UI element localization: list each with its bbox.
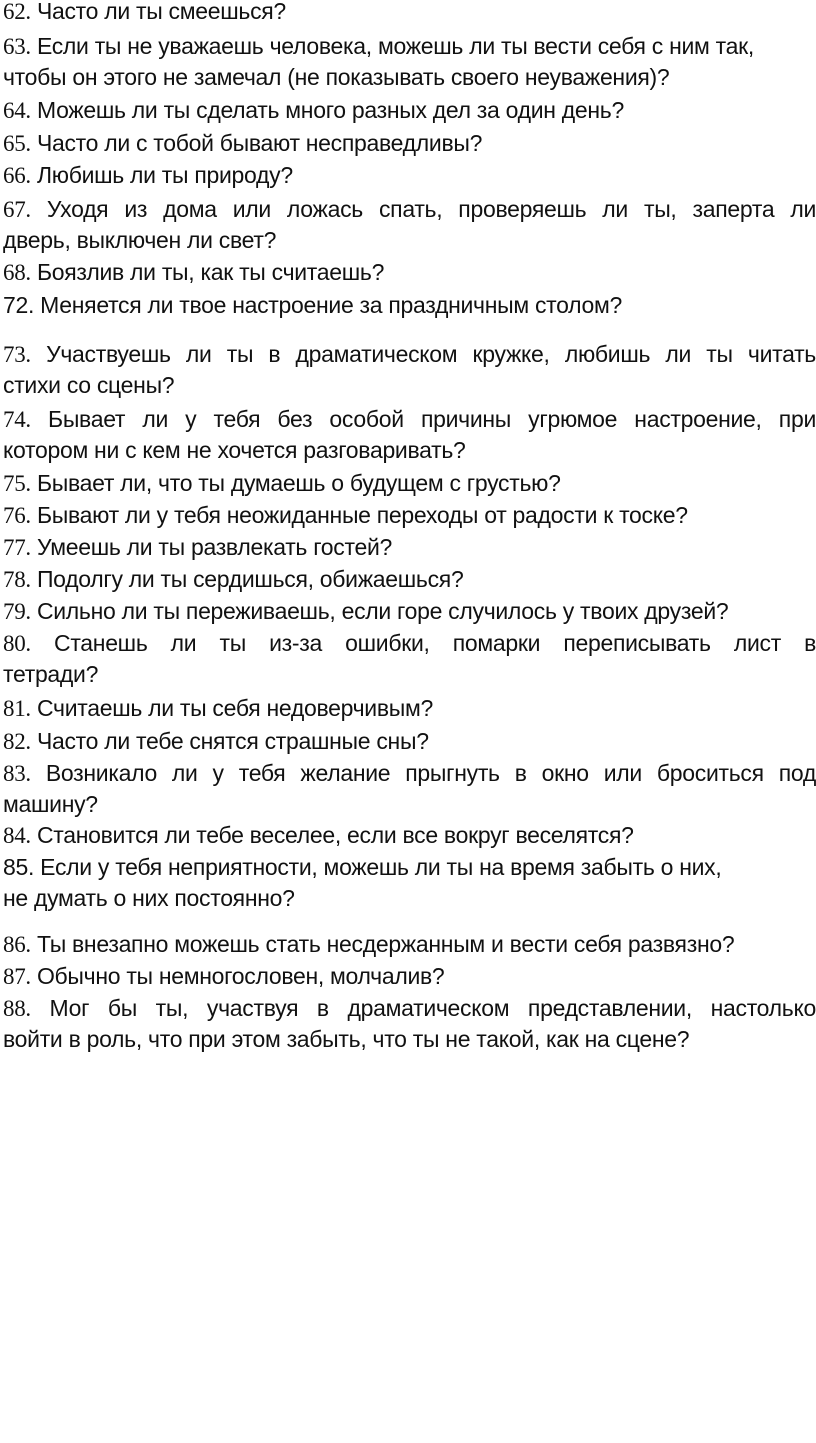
question-text: Меняется ли твое настроение за праздничным столом?	[40, 292, 623, 318]
question-text: Умеешь ли ты развлекать гостей?	[36, 534, 392, 560]
question-79	[3, 596, 816, 627]
question-text: Бывают ли у тебя неожиданные переходы от радости к тоске?	[36, 502, 688, 528]
question-text-cont: не думать о них постоянно?	[3, 885, 295, 911]
question-text-cont: машину?	[3, 791, 98, 817]
question-72	[3, 290, 816, 321]
question-67	[3, 194, 816, 256]
question-66	[3, 160, 816, 191]
question-83	[3, 758, 816, 820]
question-number: 85.	[3, 854, 35, 880]
question-number: 82.	[3, 729, 31, 754]
question-number: 67.	[3, 197, 31, 222]
question-text-cont: войти в роль, что при этом забыть, что ты не такой, как на сцене?	[3, 1026, 690, 1052]
question-text: Уходя из дома или ложась спать, проверяешь ли ты, заперта ли	[46, 196, 816, 222]
question-74	[3, 404, 816, 466]
question-text: Часто ли тебе снятся страшные сны?	[36, 728, 429, 754]
question-number: 77.	[3, 535, 31, 560]
question-85	[3, 852, 816, 914]
question-text-cont: тетради?	[3, 661, 99, 687]
question-77	[3, 532, 816, 563]
question-number: 87.	[3, 964, 31, 989]
question-number: 83.	[3, 761, 31, 786]
question-number: 66.	[3, 163, 31, 188]
question-text: Если ты не уважаешь человека, можешь ли ты вести себя с ним так,	[36, 33, 754, 59]
question-number: 68.	[3, 260, 31, 285]
question-number: 64.	[3, 98, 31, 123]
question-65	[3, 128, 816, 159]
question-text: Мог бы ты, участвуя в драматическом представлении, настолько	[49, 995, 816, 1021]
question-text-cont: котором ни с кем не хочется разговаривать?	[3, 437, 466, 463]
question-text: Станешь ли ты из-за ошибки, помарки переписывать лист в	[54, 630, 816, 656]
question-63	[3, 31, 816, 93]
question-text: Возникало ли у тебя желание прыгнуть в окно или броситься под	[45, 760, 816, 786]
question-88	[3, 993, 816, 1055]
question-number: 86.	[3, 932, 31, 957]
question-text-cont: дверь, выключен ли свет?	[3, 227, 277, 253]
question-number: 65.	[3, 131, 31, 156]
question-78	[3, 564, 816, 595]
question-86	[3, 929, 816, 960]
question-number: 72.	[3, 292, 35, 318]
question-text: Часто ли ты смеешься?	[36, 0, 286, 24]
question-text: Бывает ли, что ты думаешь о будущем с грустью?	[36, 470, 561, 496]
question-68	[3, 257, 816, 288]
question-text-cont: стихи со сцены?	[3, 372, 175, 398]
question-76	[3, 500, 816, 531]
question-number: 74.	[3, 407, 31, 432]
question-87	[3, 961, 816, 992]
question-75	[3, 468, 816, 499]
question-number: 73.	[3, 342, 31, 367]
question-text: Обычно ты немногословен, молчалив?	[36, 963, 445, 989]
question-text: Считаешь ли ты себя недоверчивым?	[36, 695, 434, 721]
question-number: 84.	[3, 823, 31, 848]
question-text: Можешь ли ты сделать много разных дел за один день?	[36, 97, 624, 123]
question-text: Участвуешь ли ты в драматическом кружке, любишь ли ты читать	[46, 341, 816, 367]
question-84	[3, 820, 816, 851]
question-number: 75.	[3, 471, 31, 496]
question-text: Сильно ли ты переживаешь, если горе случилось у твоих друзей?	[36, 598, 729, 624]
question-number: 76.	[3, 503, 31, 528]
question-text-cont: чтобы он этого не замечал (не показывать своего неуважения)?	[3, 64, 670, 90]
question-number: 81.	[3, 696, 31, 721]
question-number: 79.	[3, 599, 31, 624]
question-number: 62.	[3, 0, 31, 24]
question-text: Ты внезапно можешь стать несдержанным и вести себя развязно?	[36, 931, 735, 957]
question-text: Становится ли тебе веселее, если все вокруг веселятся?	[36, 822, 634, 848]
question-82	[3, 726, 816, 757]
question-number: 63.	[3, 34, 31, 59]
question-text: Подолгу ли ты сердишься, обижаешься?	[36, 566, 464, 592]
question-number: 80.	[3, 631, 31, 656]
question-number: 78.	[3, 567, 31, 592]
question-text: Любишь ли ты природу?	[36, 162, 293, 188]
question-text: Если у тебя неприятности, можешь ли ты на время забыть о них,	[40, 854, 722, 880]
question-73	[3, 339, 816, 401]
question-80	[3, 628, 816, 690]
question-text: Часто ли с тобой бывают несправедливы?	[36, 130, 483, 156]
question-81	[3, 693, 816, 724]
question-text: Бывает ли у тебя без особой причины угрюмое настроение, при	[48, 406, 816, 432]
question-64	[3, 95, 816, 126]
question-number: 88.	[3, 996, 31, 1021]
question-62	[3, 0, 816, 27]
question-text: Боязлив ли ты, как ты считаешь?	[36, 259, 385, 285]
